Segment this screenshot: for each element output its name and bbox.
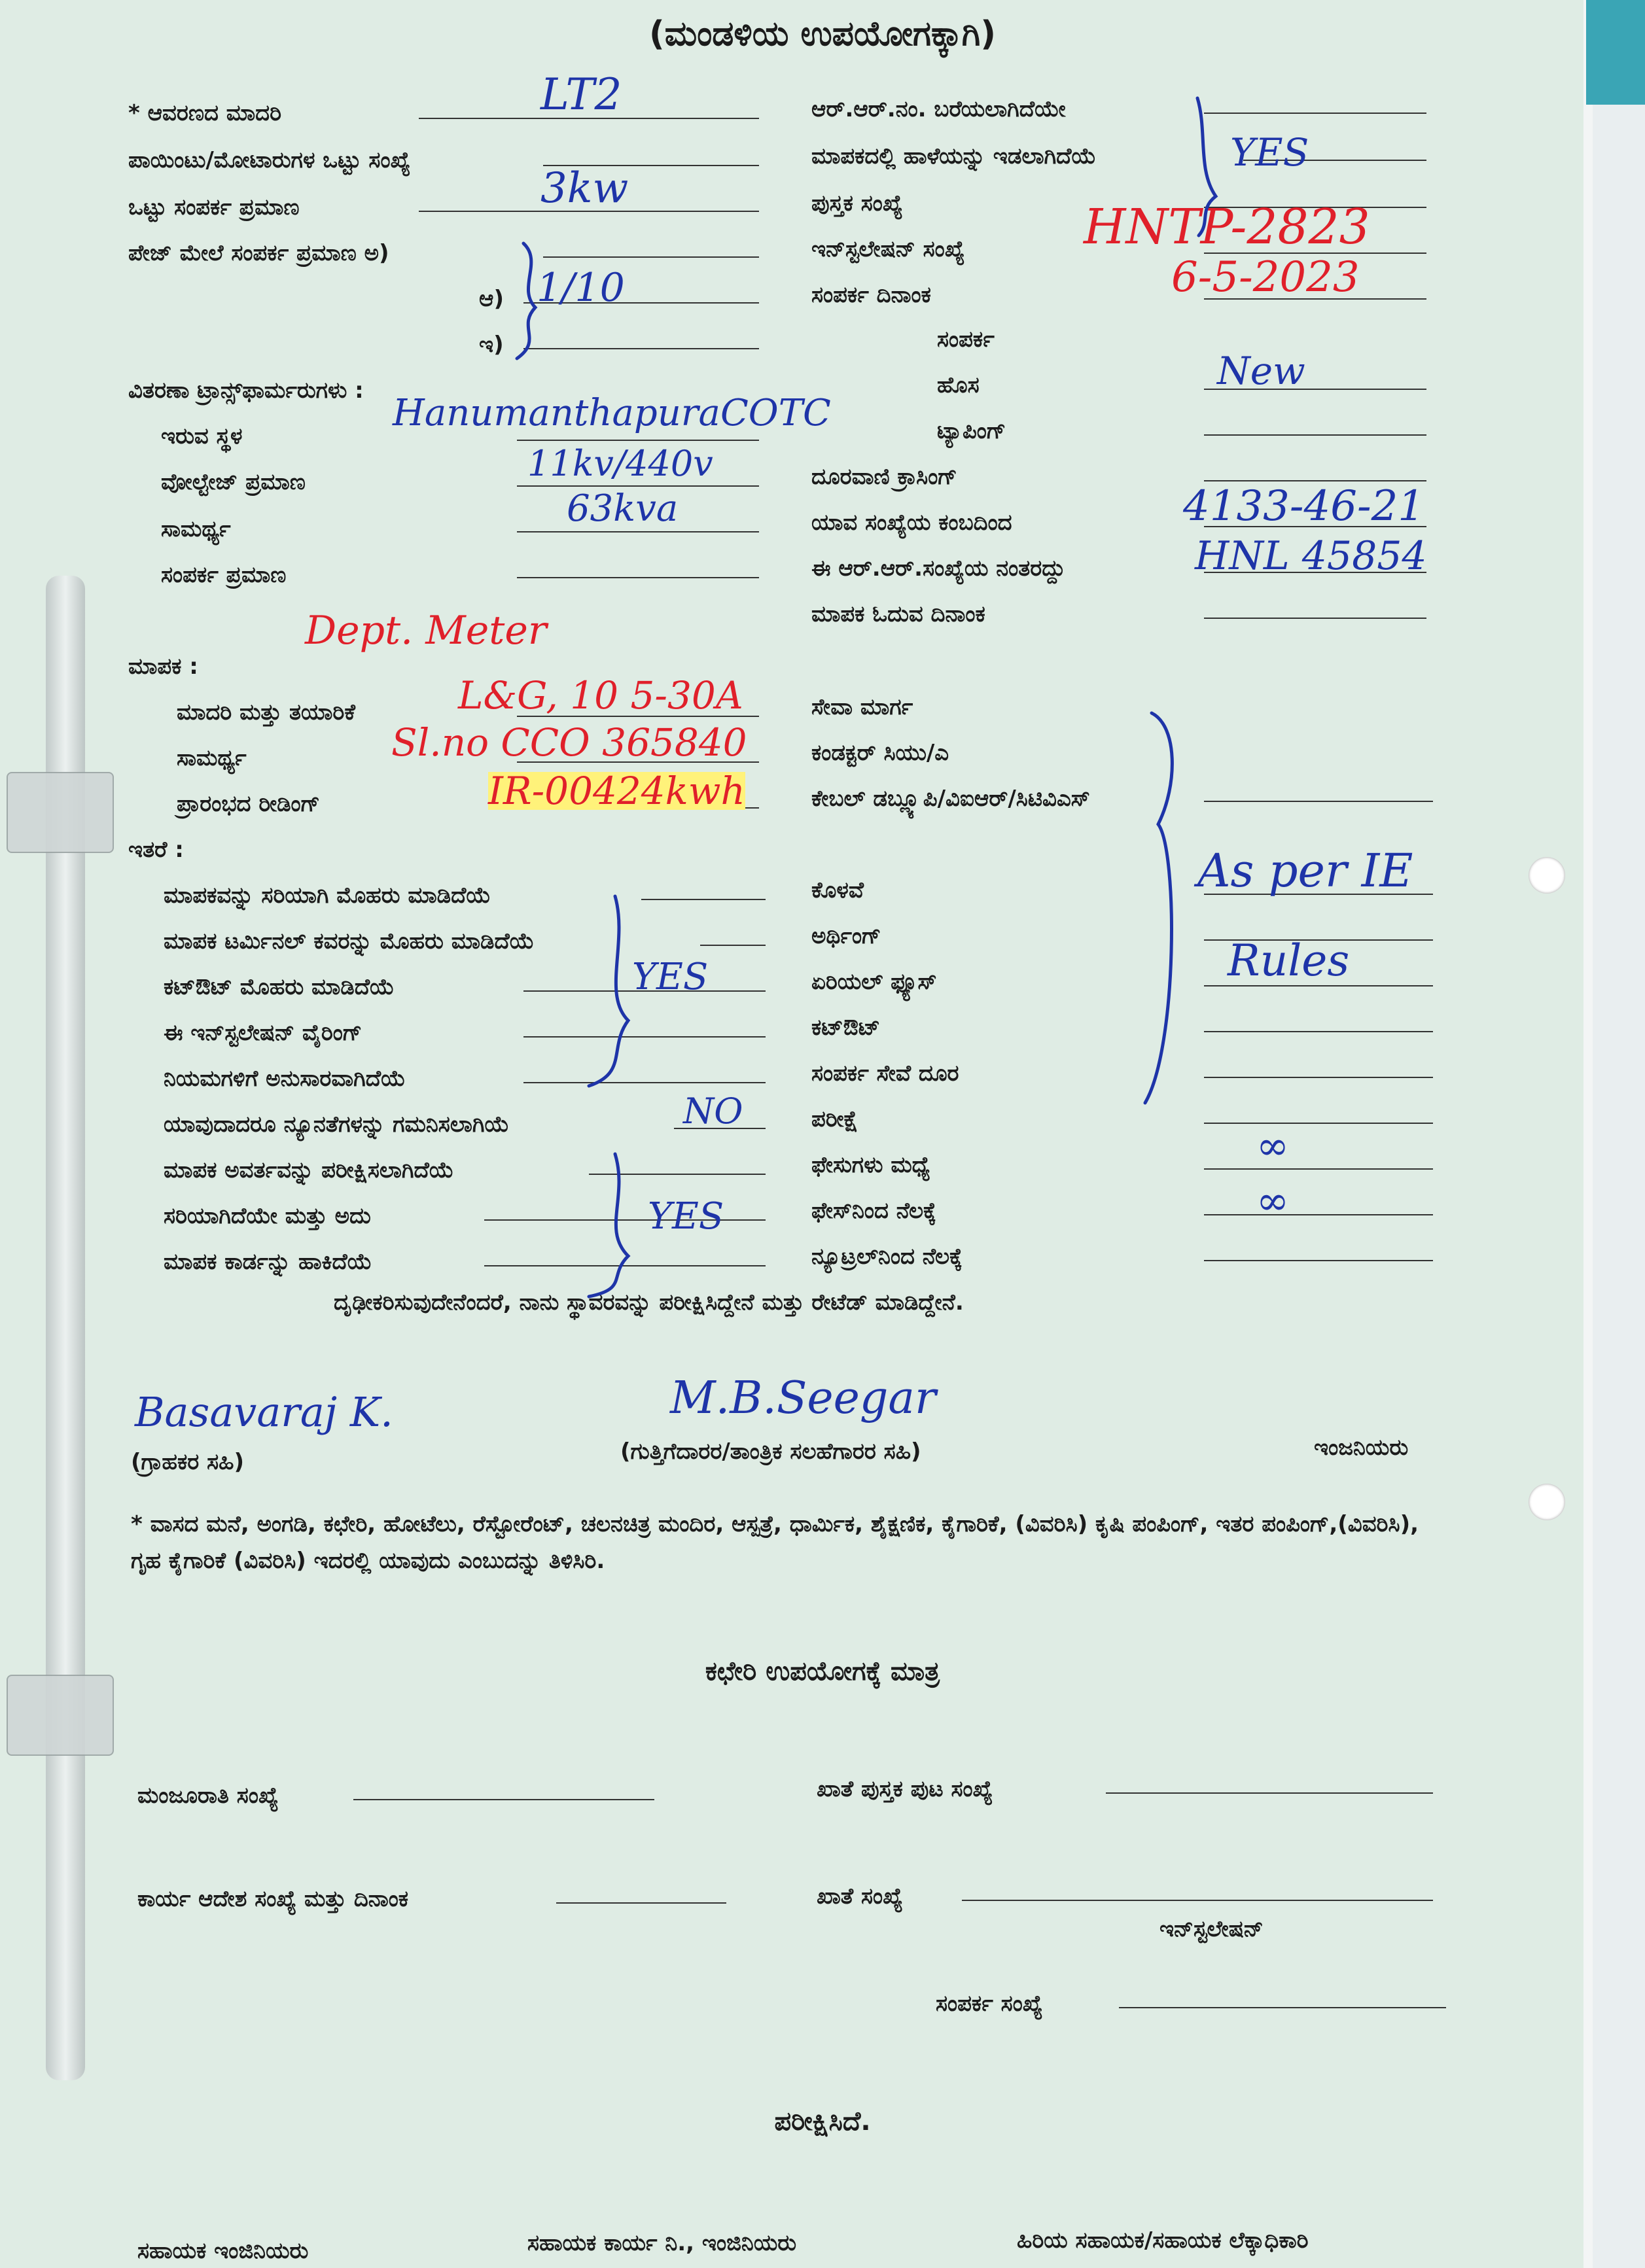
hw-no: NO	[683, 1090, 743, 1132]
office-heading: ಕಛೇರಿ ಉಪಯೋಗಕ್ಕೆ ಮಾತ್ರ	[705, 1656, 940, 1686]
hw-yes-1: YES	[632, 956, 709, 998]
hw-tariff: LT2	[540, 69, 622, 120]
hw-new: New	[1217, 349, 1305, 393]
hw-serial: Sl.no CCO 365840	[391, 720, 747, 765]
bracket-rr	[1197, 98, 1216, 236]
label-transformers: ವಿತರಣಾ ಟ್ರಾನ್ಸ್‌ಫಾರ್ಮರುಗಳು :	[128, 377, 364, 404]
hw-pole-no: 4133-46-21	[1183, 482, 1424, 531]
label-o9: ಮಾಪಕ ಕಾರ್ಡನ್ನು ಹಾಕಿದೆಯೆ	[164, 1249, 372, 1275]
hw-infinity-1: ∞	[1256, 1123, 1289, 1169]
label-rr-written: ಆರ್.ಆರ್.ನಂ. ಬರೆಯಲಾಗಿದೆಯೇ	[811, 96, 1066, 122]
label-reading-date: ಮಾಪಕ ಓದುವ ದಿನಾಂಕ	[811, 601, 985, 627]
label-capacity: ಸಾಮರ್ಥ್ಯ	[161, 516, 231, 542]
label-ae: ಸಹಾಯಕ ಇಂಜಿನಿಯರು	[137, 2238, 309, 2264]
label-meter-capacity: ಸಾಮರ್ಥ್ಯ	[177, 745, 247, 771]
label-between-phases: ಫೇಸುಗಳು ಮಧ್ಯೆ	[811, 1152, 930, 1178]
label-o4: ಈ ಇನ್‌ಸ್ಟಲೇಷನ್ ವೈರಿಂಗ್	[164, 1020, 363, 1046]
hw-install-no: HNTP-2823	[1084, 199, 1370, 255]
label-cable: ಕೇಬಲ್ ಡಬ್ಲ್ಯೂಪಿ/ವಿಐಆರ್/ಸಿಟಿವಿಎಸ್	[811, 786, 1090, 812]
label-account-no: ಖಾತೆ ಸಂಖ್ಯೆ	[817, 1883, 903, 1910]
label-length: ಕೊಳವೆ	[811, 877, 864, 903]
label-aee: ಸಹಾಯಕ ಕಾರ್ಯ ನಿ., ಇಂಜಿನಿಯರು	[527, 2230, 797, 2256]
label-location: ಇರುವ ಸ್ಥಳ	[161, 423, 243, 449]
label-o3: ಕಟ್‌ಔಟ್ ಮೊಹರು ಮಾಡಿದೆಯೆ	[164, 974, 395, 1000]
label-test: ಪರೀಕ್ಷೆ	[811, 1106, 858, 1132]
hw-total-load: 3kw	[540, 164, 629, 213]
label-install-no: ಇನ್‌ಸ್ಟಲೇಷನ್ ಸಂಖ್ಯೆ	[811, 236, 965, 262]
label-phase-b: ಆ)	[479, 286, 504, 312]
label-after-rr: ಈ ಆರ್.ಆರ್.ಸಂಖ್ಯೆಯ ನಂತರದ್ದು	[811, 555, 1066, 582]
label-ledger-page: ಖಾತೆ ಪುಸ್ತಕ ಪುಟ ಸಂಖ್ಯೆ	[817, 1776, 993, 1802]
label-o1: ಮಾಪಕವನ್ನು ಸರಿಯಾಗಿ ಮೊಹರು ಮಾಡಿದೆಯೆ	[164, 882, 491, 909]
hw-after-rr: HNL 45854	[1195, 533, 1427, 579]
label-tariff: * ಆವರಣದ ಮಾದರಿ	[128, 100, 282, 126]
label-make: ಮಾದರಿ ಮತ್ತು ತಯಾರಿಕೆ	[177, 699, 356, 725]
bracket-phase-load	[517, 243, 535, 358]
label-new: ಹೊಸ	[937, 372, 980, 398]
label-old-removed: ಮಾಪಕದಲ್ಲಿ ಹಾಳೆಯನ್ನು ಇಡಲಾಗಿದೆಯೆ	[811, 143, 1097, 169]
label-tapping: ಟ್ಯಾಪಿಂಗ್	[937, 418, 1006, 444]
label-o7: ಮಾಪಕ ಅವರ್ತವನ್ನು ಪರೀಕ್ಷಿಸಲಾಗಿದೆಯೆ	[164, 1157, 454, 1183]
label-checked: ಪರೀಕ್ಷಿಸಿದೆ.	[774, 2106, 871, 2137]
hw-yes-right: YES	[1230, 130, 1309, 175]
label-points: ಪಾಯಿಂಟು/ಮೋಟಾರುಗಳ ಒಟ್ಟು ಸಂಖ್ಯೆ	[128, 147, 411, 173]
label-o5: ನಿಯಮಗಳಿಗೆ ಅನುಸಾರವಾಗಿದೆಯೆ	[164, 1066, 406, 1092]
label-connection-no: ಸಂಪರ್ಕ ಸಂಖ್ಯೆ	[936, 1991, 1043, 2017]
bracket-service	[1145, 713, 1172, 1103]
label-phase-earth: ಫೇಸ್‌ನಿಂದ ನೆಲಕ್ಕೆ	[811, 1198, 936, 1224]
hw-make: L&G, 10 5-30A	[458, 673, 743, 718]
hw-as-per-ie: As per IE	[1197, 844, 1413, 898]
hw-capacity: 63kva	[567, 487, 679, 530]
hw-phase-load: 1/10	[537, 265, 625, 311]
label-o2: ಮಾಪಕ ಟರ್ಮಿನಲ್ ಕವರನ್ನು ಮೊಹರು ಮಾಡಿದೆಯೆ	[164, 928, 535, 954]
label-service-distance: ಸಂಪರ್ಕ ಸೇವೆ ದೂರ	[811, 1060, 959, 1087]
label-aerial-fuse: ಏರಿಯಲ್ ಫ್ಯೂಸ್	[811, 969, 937, 995]
hw-conn-date: 6-5-2023	[1171, 253, 1360, 302]
label-connected-load: ಸಂಪರ್ಕ ಪ್ರಮಾಣ	[161, 562, 287, 588]
label-book-no: ಪುಸ್ತಕ ಸಂಖ್ಯೆ	[811, 190, 903, 217]
hw-consumer-signature: Basavaraj K.	[135, 1388, 393, 1436]
label-meter: ಮಾಪಕ :	[128, 654, 198, 680]
label-sanction-no: ಮಂಜೂರಾತಿ ಸಂಖ್ಯೆ	[137, 1783, 279, 1809]
label-conn-date: ಸಂಪರ್ಕ ದಿನಾಂಕ	[811, 282, 931, 308]
hw-dept-meter: Dept. Meter	[305, 608, 547, 654]
label-service-route: ಸೇವಾ ಮಾರ್ಗ	[811, 694, 913, 720]
label-others: ಇತರೆ :	[128, 837, 184, 863]
label-voltage: ವೋಲ್ಟೇಜ್ ಪ್ರಮಾಣ	[161, 469, 306, 495]
footnote: * ವಾಸದ ಮನೆ, ಅಂಗಡಿ, ಕಛೇರಿ, ಹೋಟೆಲು, ರೆಸ್ಟೋರೆಂಟ್, ಚಲನಚಿತ್ರ ಮಂದಿರ, ಆಸ್ಪತ್ರೆ, ಧಾರ್ಮಿಕ, ಶೈಕ್ಷಣಿಕ, ಕೈಗಾರಿಕೆ, (ವಿವರಿಸಿ) ಕೃಷಿ ಪಂಪಿಂಗ್, ಇತರ ಪಂಪಿಂಗ್,(ವಿವರಿಸಿ), ಗೃಹ ಕೈಗಾರಿಕೆ (ವಿವರಿಸಿ) ಇದರಲ್ಲಿ ಯಾವುದು ಎಂಬುದನ್ನು ತಿಳಿಸಿರಿ.	[131, 1511, 1419, 1574]
label-accounts: ಹಿರಿಯ ಸಹಾಯಕ/ಸಹಾಯಕ ಲೆಕ್ಕಾಧಿಕಾರಿ	[1017, 2227, 1309, 2254]
label-phase-c: ಇ)	[479, 332, 504, 358]
label-earthing: ಅರ್ಥಿಂಗ್	[811, 923, 881, 949]
label-connection: ಸಂಪರ್ಕ	[937, 326, 995, 353]
bracket-yes-1	[589, 896, 628, 1086]
page-title: (ಮಂಡಳಿಯ ಉಪಯೋಗಕ್ಕಾಗಿ)	[649, 14, 996, 54]
label-installation: ಇನ್‌ಸ್ಟಲೇಷನ್	[1159, 1916, 1264, 1942]
hw-yes-2: YES	[648, 1195, 724, 1238]
label-pole-no: ಯಾವ ಸಂಖ್ಯೆಯ ಕಂಬದಿಂದ	[811, 510, 1012, 536]
hw-voltage: 11kv/440v	[527, 443, 713, 484]
label-o6: ಯಾವುದಾದರೂ ನ್ಯೂನತೆಗಳನ್ನು ಗಮನಿಸಲಾಗಿಯೆ	[164, 1111, 510, 1138]
hw-initial-reading: IR-00424kwh	[488, 769, 745, 813]
bracket-yes-2	[589, 1154, 628, 1297]
label-work-order: ಕಾರ್ಯ ಆದೇಶ ಸಂಖ್ಯೆ ಮತ್ತು ದಿನಾಂಕ	[137, 1886, 409, 1912]
label-tele-crossing: ದೂರವಾಣಿ ಕ್ರಾಸಿಂಗ್	[811, 464, 957, 490]
label-contractor-sign: (ಗುತ್ತಿಗೆದಾರರ/ತಾಂತ್ರಿಕ ಸಲಹೆಗಾರರ ಸಹಿ)	[620, 1439, 921, 1465]
label-initial-reading: ಪ್ರಾರಂಭದ ರೀಡಿಂಗ್	[177, 791, 320, 817]
label-conductor: ಕಂಡಕ್ಟರ್ ಸಿಯು/ಎ	[811, 740, 949, 766]
label-neutral-earth: ನ್ಯೂಟ್ರಲ್‌ನಿಂದ ನೆಲಕ್ಕೆ	[811, 1244, 963, 1270]
label-o8: ಸರಿಯಾಗಿದೆಯೇ ಮತ್ತು ಅದು	[164, 1203, 371, 1229]
label-engineer: ಇಂಜನಿಯರು	[1314, 1435, 1409, 1461]
hw-rules: Rules	[1228, 935, 1350, 986]
hw-location: HanumanthapuraCOTC	[393, 392, 831, 434]
label-phase-load: ಪೇಜ್ ಮೇಲೆ ಸಂಪರ್ಕ ಪ್ರಮಾಣ ಅ)	[128, 240, 389, 266]
label-cutout: ಕಟ್‌ಔಟ್	[811, 1015, 881, 1041]
declaration-text: ದೃಢೀಕರಿಸುವುದೇನೆಂದರೆ, ನಾನು ಸ್ಥಾವರವನ್ನು ಪರೀಕ್ಷಿಸಿದ್ದೇನೆ ಮತ್ತು ರೇಟೆಡ್ ಮಾಡಿದ್ದೇನೆ.	[334, 1289, 964, 1316]
label-total-load: ಒಟ್ಟು ಸಂಪರ್ಕ ಪ್ರಮಾಣ	[128, 194, 300, 220]
hw-contractor-signature: M.B.Seegar	[670, 1372, 936, 1424]
label-consumer-sign: (ಗ್ರಾಹಕರ ಸಹಿ)	[131, 1449, 245, 1475]
hw-infinity-2: ∞	[1256, 1178, 1289, 1224]
